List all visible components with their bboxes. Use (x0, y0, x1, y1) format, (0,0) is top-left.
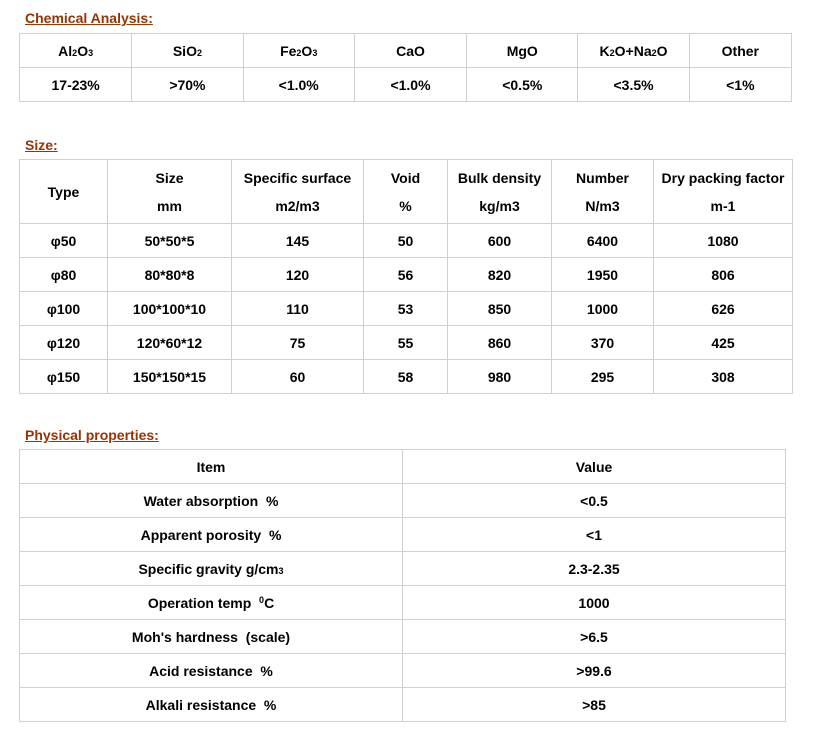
size-cell: 626 (654, 292, 793, 326)
phys-item: Alkali resistance % (20, 688, 403, 722)
phys-item: Moh's hardness (scale) (20, 620, 403, 654)
size-cell: 145 (232, 224, 364, 258)
size-header-type: Type (20, 160, 108, 224)
size-cell: 1950 (552, 258, 654, 292)
chem-header-other: Other (689, 34, 791, 68)
size-header-void: Void % (364, 160, 448, 224)
size-header-size: Size mm (108, 160, 232, 224)
size-cell: 980 (448, 360, 552, 394)
phys-item: Specific gravity g/cm3 (20, 552, 403, 586)
size-header-dry-packing-factor: Dry packing factor m-1 (654, 160, 793, 224)
size-cell: 56 (364, 258, 448, 292)
table-row (20, 360, 793, 394)
table-row (20, 484, 786, 518)
size-cell: 6400 (552, 224, 654, 258)
phys-value: <1 (403, 518, 786, 552)
size-table (19, 159, 793, 394)
physical-properties-table (19, 449, 786, 722)
table-row (20, 326, 793, 360)
phys-value: >6.5 (403, 620, 786, 654)
chem-value: <1.0% (243, 68, 354, 102)
chem-value: <1% (689, 68, 791, 102)
size-cell: 1080 (654, 224, 793, 258)
size-cell: 110 (232, 292, 364, 326)
size-header-number: Number N/m3 (552, 160, 654, 224)
size-cell: φ50 (20, 224, 108, 258)
size-cell: φ150 (20, 360, 108, 394)
table-row (20, 654, 786, 688)
table-row (20, 258, 793, 292)
table-row (20, 552, 786, 586)
phys-value: 2.3-2.35 (403, 552, 786, 586)
size-heading: Size: (25, 137, 58, 153)
table-row (20, 292, 793, 326)
phys-item: Operation temp $^0$C (20, 586, 403, 620)
size-cell: 150*150*15 (108, 360, 232, 394)
table-row (20, 586, 786, 620)
size-cell: 308 (654, 360, 793, 394)
chem-value: 17-23% (20, 68, 132, 102)
chem-header-row (20, 34, 792, 68)
chem-value: <1.0% (354, 68, 466, 102)
table-row (20, 224, 793, 258)
table-row (20, 620, 786, 654)
size-cell: 370 (552, 326, 654, 360)
phys-header-item: Item (20, 450, 403, 484)
chemical-analysis-heading: Chemical Analysis: (25, 10, 153, 26)
phys-item: Water absorption % (20, 484, 403, 518)
size-cell: φ100 (20, 292, 108, 326)
size-cell: 295 (552, 360, 654, 394)
size-cell: 850 (448, 292, 552, 326)
size-cell: 50*50*5 (108, 224, 232, 258)
size-cell: 806 (654, 258, 793, 292)
phys-item: Acid resistance % (20, 654, 403, 688)
size-cell: 53 (364, 292, 448, 326)
size-header-row (20, 160, 793, 224)
phys-value: 1000 (403, 586, 786, 620)
size-cell: 120*60*12 (108, 326, 232, 360)
size-header-bulk-density: Bulk density kg/m3 (448, 160, 552, 224)
phys-value: <0.5 (403, 484, 786, 518)
phys-header-row (20, 450, 786, 484)
size-cell: 860 (448, 326, 552, 360)
phys-header-value: Value (403, 450, 786, 484)
size-cell: 75 (232, 326, 364, 360)
size-cell: 820 (448, 258, 552, 292)
size-cell: 80*80*8 (108, 258, 232, 292)
phys-item: Apparent porosity % (20, 518, 403, 552)
size-cell: 120 (232, 258, 364, 292)
chem-header-mgo: MgO (467, 34, 578, 68)
size-cell: 600 (448, 224, 552, 258)
chem-header-fe2o3: Fe2O3 (243, 34, 354, 68)
chem-header-cao: CaO (354, 34, 466, 68)
size-cell: 60 (232, 360, 364, 394)
chem-header-k2o-na2o: K2O+Na2O (578, 34, 689, 68)
physical-properties-heading: Physical properties: (25, 427, 159, 443)
chem-header-sio2: SiO2 (132, 34, 243, 68)
table-row (20, 688, 786, 722)
phys-value: >85 (403, 688, 786, 722)
chem-values-row (20, 68, 792, 102)
size-cell: 1000 (552, 292, 654, 326)
size-cell: 55 (364, 326, 448, 360)
size-cell: 50 (364, 224, 448, 258)
size-cell: 58 (364, 360, 448, 394)
size-cell: 100*100*10 (108, 292, 232, 326)
chem-header-al2o3: Al2O3 (20, 34, 132, 68)
chem-value: <3.5% (578, 68, 689, 102)
size-cell: φ80 (20, 258, 108, 292)
size-header-specific-surface: Specific surface m2/m3 (232, 160, 364, 224)
size-cell: φ120 (20, 326, 108, 360)
chem-value: >70% (132, 68, 243, 102)
chem-value: <0.5% (467, 68, 578, 102)
chemical-analysis-table (19, 33, 792, 102)
phys-value: >99.6 (403, 654, 786, 688)
table-row (20, 518, 786, 552)
size-cell: 425 (654, 326, 793, 360)
